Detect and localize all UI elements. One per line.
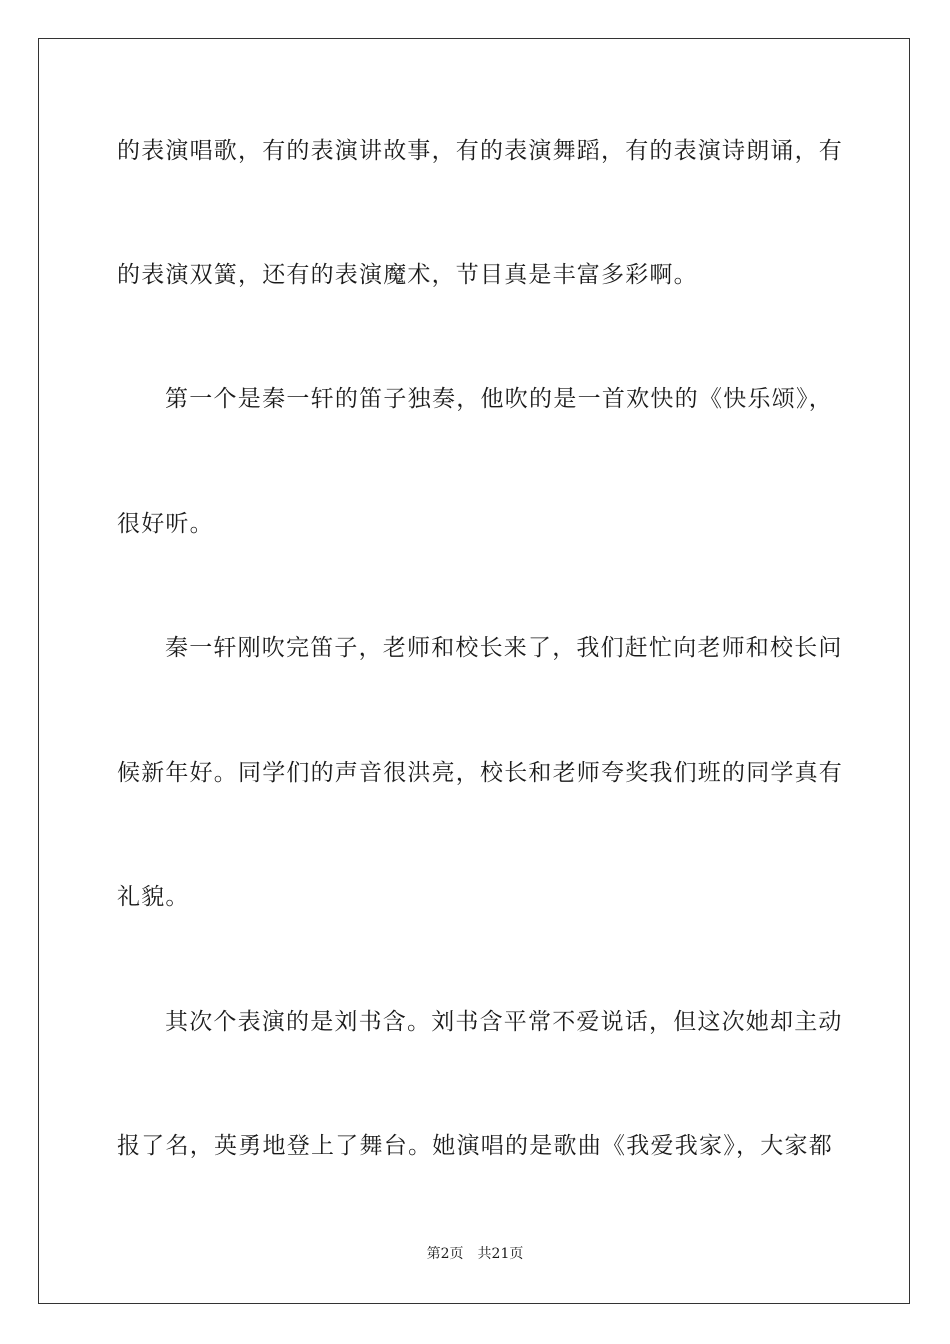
page-border	[38, 38, 910, 1304]
text-line-4: 很好听。	[117, 511, 214, 537]
text-line-6: 候新年好。同学们的声音很洪亮，校长和老师夸奖我们班的同学真有	[117, 760, 843, 786]
text-line-8: 其次个表演的是刘书含。刘书含平常不爱说话，但这次她却主动	[165, 1009, 843, 1035]
text-line-1: 的表演唱歌，有的表演讲故事，有的表演舞蹈，有的表演诗朗诵，有	[117, 138, 843, 164]
text-line-7: 礼貌。	[117, 884, 190, 910]
text-line-9: 报了名，英勇地登上了舞台。她演唱的是歌曲《我爱我家》，大家都	[117, 1133, 833, 1159]
text-line-2: 的表演双簧，还有的表演魔术，节目真是丰富多彩啊。	[117, 262, 698, 288]
page-number-footer: 第2页 共21页	[426, 1246, 524, 1262]
text-line-5: 秦一轩刚吹完笛子，老师和校长来了，我们赶忙向老师和校长问	[165, 635, 843, 661]
text-line-3: 第一个是秦一轩的笛子独奏，他吹的是一首欢快的《快乐颂》，	[165, 386, 833, 412]
